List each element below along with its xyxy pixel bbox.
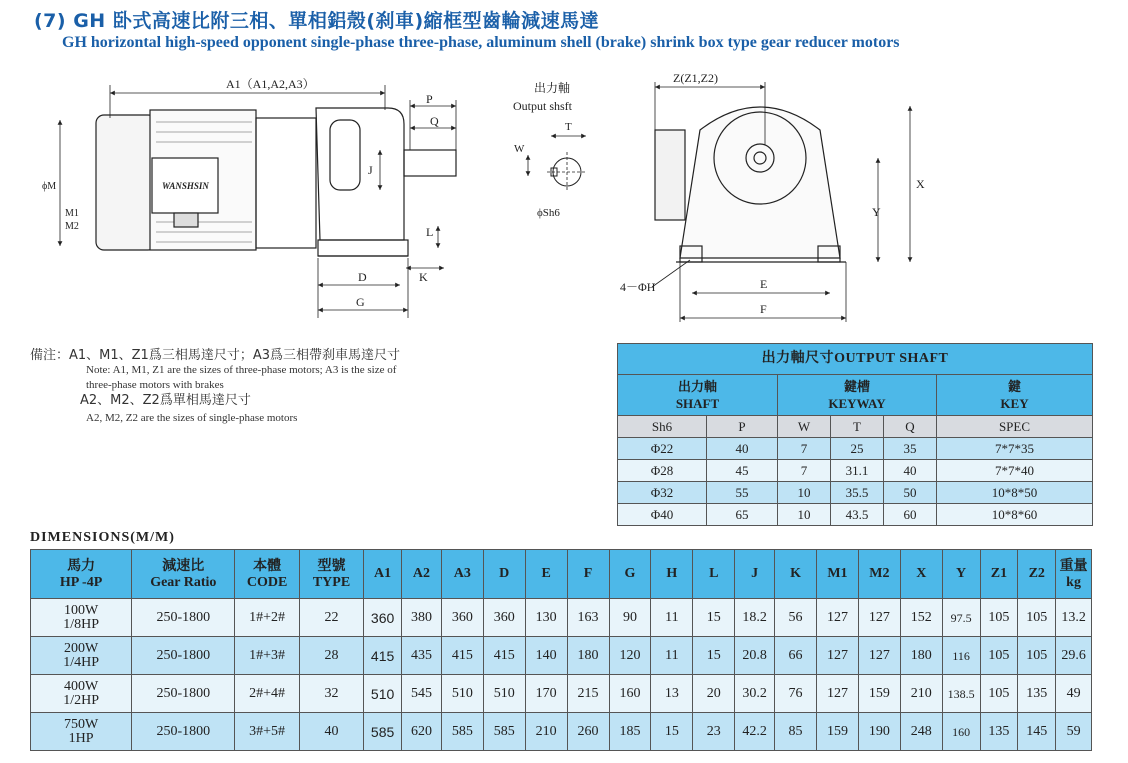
output-en-label: Output shsft [513, 99, 573, 113]
table-cell: 1#+2# [235, 599, 299, 637]
column-header: F [567, 550, 609, 599]
note-line-2: Note: A1, M1, Z1 are the sizes of three-phase motors; A3 is the size of [86, 364, 397, 376]
table-cell: 90 [609, 599, 651, 637]
table-cell: 127 [816, 637, 858, 675]
table-cell: 1#+3# [235, 637, 299, 675]
table-cell: 510 [483, 675, 525, 713]
dim-l-label: L [426, 225, 434, 239]
column-header: 型號 TYPE [299, 550, 363, 599]
table-cell: 380 [402, 599, 442, 637]
note-line-5: A2, M2, Z2 are the sizes of single-phase motors [86, 412, 298, 424]
table-cell: 145 [1018, 713, 1056, 751]
table-cell: 415 [364, 637, 402, 675]
column-header: Y [942, 550, 980, 599]
table-cell: 59 [1056, 713, 1092, 751]
dim-m2-label: M2 [65, 221, 79, 232]
label-cell: SPEC [937, 416, 1093, 438]
table-row [618, 504, 1093, 526]
label-cell: Sh6 [618, 416, 707, 438]
table-cell: 585 [364, 713, 402, 751]
output-label-row [618, 416, 1093, 438]
table-row [618, 482, 1093, 504]
hp-cell: 100W 1/8HP [31, 599, 132, 637]
table-cell: 40 [299, 713, 363, 751]
table-cell: 15 [693, 637, 735, 675]
table-cell: 10 [778, 504, 831, 526]
table-cell: 170 [525, 675, 567, 713]
table-cell: 10 [778, 482, 831, 504]
table-cell: 185 [609, 713, 651, 751]
dim-j-label: J [368, 163, 373, 177]
notes [30, 348, 400, 426]
label-cell: T [831, 416, 884, 438]
output-table-title: 出力軸尺寸OUTPUT SHAFT [618, 344, 1093, 375]
dim-p-label: P [426, 92, 433, 106]
table-cell: 31.1 [831, 460, 884, 482]
table-cell: 18.2 [735, 599, 775, 637]
table-cell: 127 [858, 637, 900, 675]
column-header: A3 [441, 550, 483, 599]
table-cell: 7 [778, 438, 831, 460]
table-cell: 545 [402, 675, 442, 713]
table-cell: 116 [942, 637, 980, 675]
dim-t-label: T [565, 121, 572, 133]
table-cell: 250-1800 [132, 675, 235, 713]
table-cell: 32 [299, 675, 363, 713]
dimensions-header-row [31, 550, 1092, 599]
table-cell: 2#+4# [235, 675, 299, 713]
table-cell: 127 [816, 675, 858, 713]
label-cell: W [778, 416, 831, 438]
dim-e-label: E [760, 277, 768, 291]
note-line-4: A2、M2、Z2爲單相馬達尺寸 [80, 393, 251, 408]
table-row [31, 675, 1092, 713]
table-cell: Φ32 [618, 482, 707, 504]
table-cell: 152 [900, 599, 942, 637]
table-cell: 7*7*35 [937, 438, 1093, 460]
table-cell: 435 [402, 637, 442, 675]
table-cell: 20 [693, 675, 735, 713]
column-header: K [775, 550, 817, 599]
table-cell: 42.2 [735, 713, 775, 751]
table-cell: 40 [707, 438, 778, 460]
output-cn-label: 出力軸 [534, 81, 571, 95]
table-cell: 190 [858, 713, 900, 751]
table-cell: 585 [483, 713, 525, 751]
table-cell: Φ40 [618, 504, 707, 526]
table-cell: 55 [707, 482, 778, 504]
column-header: 本體 CODE [235, 550, 299, 599]
table-cell: 360 [441, 599, 483, 637]
table-cell: 29.6 [1056, 637, 1092, 675]
table-cell: Φ22 [618, 438, 707, 460]
shaft-header: 出力軸 SHAFT [618, 375, 778, 416]
table-cell: 250-1800 [132, 713, 235, 751]
table-row [618, 460, 1093, 482]
table-cell: 215 [567, 675, 609, 713]
column-header: M2 [858, 550, 900, 599]
table-cell: 415 [441, 637, 483, 675]
table-row [31, 713, 1092, 751]
table-cell: 15 [693, 599, 735, 637]
table-cell: 510 [441, 675, 483, 713]
dim-m-label: ϕM [42, 181, 57, 192]
table-cell: 10*8*50 [937, 482, 1093, 504]
table-cell: 60 [884, 504, 937, 526]
table-cell: 56 [775, 599, 817, 637]
front-view [655, 107, 846, 262]
table-cell: 97.5 [942, 599, 980, 637]
table-cell: 66 [775, 637, 817, 675]
table-cell: 25 [831, 438, 884, 460]
table-cell: 105 [1018, 637, 1056, 675]
column-header: G [609, 550, 651, 599]
table-cell: 13.2 [1056, 599, 1092, 637]
table-cell: 76 [775, 675, 817, 713]
column-header: D [483, 550, 525, 599]
table-cell: 22 [299, 599, 363, 637]
table-cell: 135 [1018, 675, 1056, 713]
table-cell: 35 [884, 438, 937, 460]
note-line-1: 備注：A1、M1、Z1爲三相馬達尺寸；A3爲三相帶刹車馬達尺寸 [30, 348, 400, 363]
table-cell: 7 [778, 460, 831, 482]
column-header: A2 [402, 550, 442, 599]
dim-z-label: Z(Z1,Z2) [673, 71, 718, 85]
table-cell: 138.5 [942, 675, 980, 713]
table-cell: 163 [567, 599, 609, 637]
table-cell: 140 [525, 637, 567, 675]
page-title-cn: (7) GH 卧式高速比附三相、單相鋁殼(刹車)縮框型齒輪減速馬達 [34, 10, 600, 32]
dim-k-label: K [419, 270, 428, 284]
dim-x-label: X [916, 177, 925, 191]
table-cell: 45 [707, 460, 778, 482]
table-cell: 15 [651, 713, 693, 751]
table-cell: Φ28 [618, 460, 707, 482]
dimensions-table [30, 549, 1092, 751]
dim-y-label: Y [872, 205, 881, 219]
table-cell: 260 [567, 713, 609, 751]
dim-q-label: Q [430, 114, 439, 128]
column-header: Z1 [980, 550, 1018, 599]
table-cell: 49 [1056, 675, 1092, 713]
dim-m1-label: M1 [65, 208, 79, 219]
dim-g-label: G [356, 295, 365, 309]
table-cell: 50 [884, 482, 937, 504]
dim-a-label: A1（A1,A2,A3） [226, 77, 315, 91]
table-cell: 160 [942, 713, 980, 751]
table-cell: 127 [816, 599, 858, 637]
table-cell: 160 [609, 675, 651, 713]
table-cell: 35.5 [831, 482, 884, 504]
table-cell: 250-1800 [132, 637, 235, 675]
table-cell: 11 [651, 599, 693, 637]
column-header: M1 [816, 550, 858, 599]
table-cell: 10*8*60 [937, 504, 1093, 526]
column-header: Z2 [1018, 550, 1056, 599]
column-header: 減速比 Gear Ratio [132, 550, 235, 599]
table-cell: 620 [402, 713, 442, 751]
table-cell: 360 [483, 599, 525, 637]
hp-cell: 750W 1HP [31, 713, 132, 751]
dim-h-label: 4－ΦH [620, 280, 656, 294]
dim-sh6-label: ϕSh6 [537, 207, 560, 219]
table-cell: 210 [900, 675, 942, 713]
dimensions-title: DIMENSIONS(M/M) [30, 530, 175, 545]
table-cell: 65 [707, 504, 778, 526]
table-cell: 130 [525, 599, 567, 637]
table-cell: 23 [693, 713, 735, 751]
column-header: L [693, 550, 735, 599]
table-row [618, 438, 1093, 460]
table-cell: 105 [980, 637, 1018, 675]
output-shaft-view [513, 80, 587, 219]
dim-f-label: F [760, 302, 767, 316]
technical-drawing [0, 60, 1128, 330]
hp-cell: 400W 1/2HP [31, 675, 132, 713]
column-header: A1 [364, 550, 402, 599]
table-cell: 30.2 [735, 675, 775, 713]
column-header: E [525, 550, 567, 599]
column-header: 重量 kg [1056, 550, 1092, 599]
table-cell: 105 [980, 675, 1018, 713]
table-row [31, 637, 1092, 675]
keyway-header: 鍵槽 KEYWAY [778, 375, 937, 416]
table-cell: 127 [858, 599, 900, 637]
table-cell: 159 [816, 713, 858, 751]
table-cell: 28 [299, 637, 363, 675]
brand-label: WANSHSIN [162, 181, 209, 191]
table-cell: 20.8 [735, 637, 775, 675]
column-header: J [735, 550, 775, 599]
table-cell: 105 [980, 599, 1018, 637]
column-header: 馬力 HP -4P [31, 550, 132, 599]
table-cell: 40 [884, 460, 937, 482]
table-row [31, 599, 1092, 637]
table-cell: 159 [858, 675, 900, 713]
table-cell: 43.5 [831, 504, 884, 526]
table-cell: 360 [364, 599, 402, 637]
table-cell: 85 [775, 713, 817, 751]
key-header: 鍵 KEY [937, 375, 1093, 416]
table-cell: 180 [900, 637, 942, 675]
table-cell: 180 [567, 637, 609, 675]
table-cell: 11 [651, 637, 693, 675]
table-cell: 415 [483, 637, 525, 675]
label-cell: Q [884, 416, 937, 438]
table-cell: 210 [525, 713, 567, 751]
table-cell: 3#+5# [235, 713, 299, 751]
table-cell: 510 [364, 675, 402, 713]
note-line-3: three-phase motors with brakes [86, 379, 224, 391]
side-view [96, 108, 456, 256]
hp-cell: 200W 1/4HP [31, 637, 132, 675]
dim-d-label: D [358, 270, 367, 284]
label-cell: P [707, 416, 778, 438]
dim-w-label: W [514, 143, 525, 155]
column-header: X [900, 550, 942, 599]
table-cell: 105 [1018, 599, 1056, 637]
output-shaft-table [617, 343, 1093, 526]
column-header: H [651, 550, 693, 599]
table-cell: 120 [609, 637, 651, 675]
page-title-en: GH horizontal high-speed opponent single-phase three-phase, aluminum shell (brake) shrink box type gear reducer motors [62, 34, 900, 51]
table-cell: 135 [980, 713, 1018, 751]
table-cell: 248 [900, 713, 942, 751]
table-cell: 250-1800 [132, 599, 235, 637]
table-cell: 13 [651, 675, 693, 713]
table-cell: 7*7*40 [937, 460, 1093, 482]
table-cell: 585 [441, 713, 483, 751]
